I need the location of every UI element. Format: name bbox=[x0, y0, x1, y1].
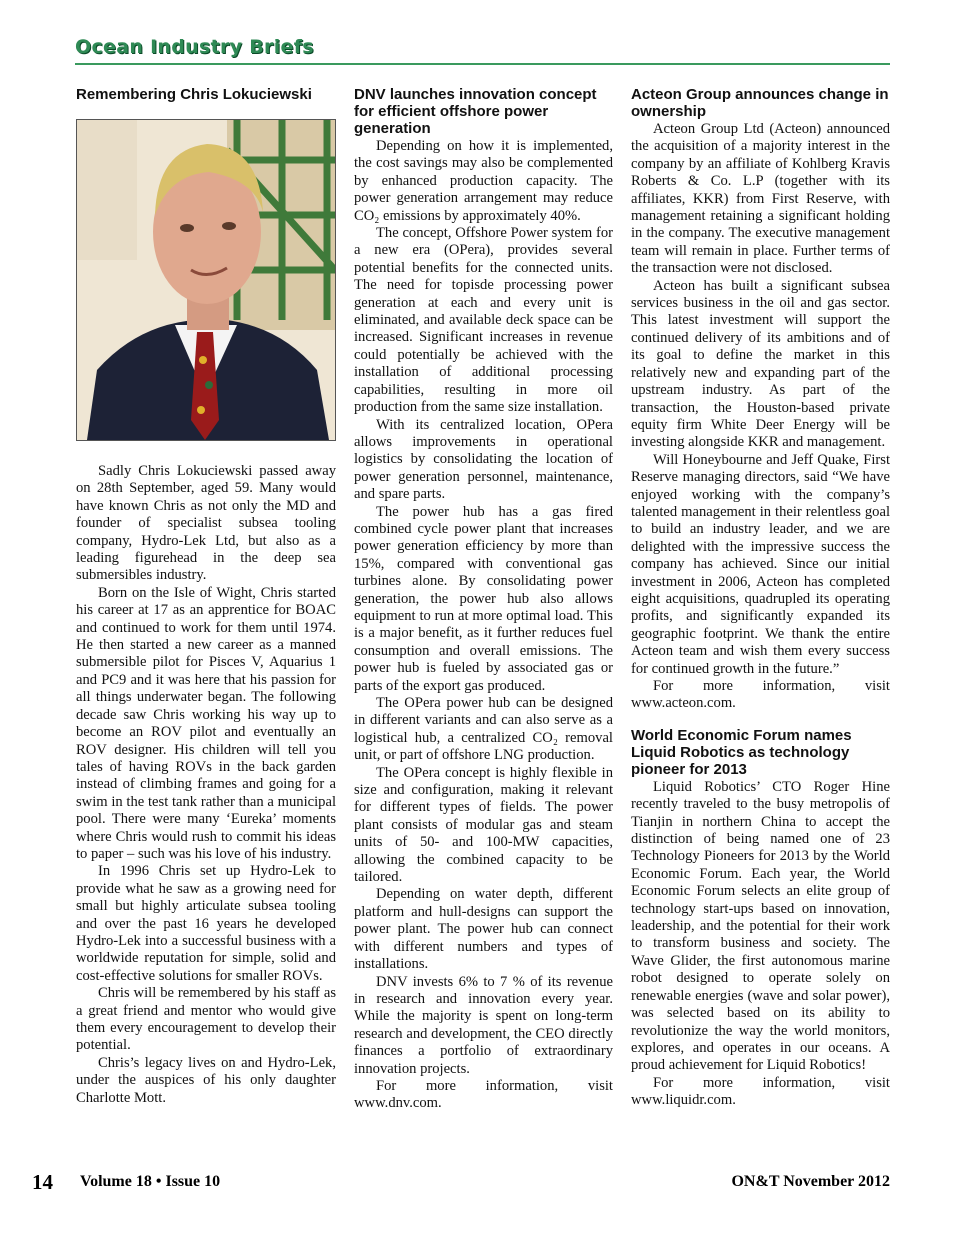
article-paragraph: Acteon has built a significant subsea services business in the oil and gas sector. This latest investment will support the continued delivery of its ambitions and of its goal to define the market in this relatively new and expanding part of the upstream industry. As part of the transaction, the Houston-based private equity firm White Deer Energy will be investing alongside KKR and management. bbox=[631, 277, 890, 451]
column-2 bbox=[354, 86, 613, 1113]
article-paragraph: Depending on how it is implemented, the cost savings may also be complemented by enhanced production capacity. The power generation arrangement may reduce CO₂ emissions by approximately 40%. bbox=[354, 138, 613, 224]
article-paragraph: With its centralized location, OPera allows improvements in operational logistics by consolidating the location of power generation personnel, maintenance, and spare parts. bbox=[354, 416, 613, 503]
article-title-acteon: Acteon Group announces change in ownership bbox=[631, 86, 889, 120]
portrait-image bbox=[77, 120, 335, 440]
article-spacer bbox=[631, 713, 890, 727]
article-paragraph: For more information, visit www.acteon.com. bbox=[631, 678, 890, 712]
page-footer bbox=[32, 1170, 890, 1194]
article-paragraph: Chris’s legacy lives on and Hydro-Lek, under the auspices of his only daughter Charlotte Mott. bbox=[76, 1054, 336, 1106]
article-paragraph: Acteon Group Ltd (Acteon) announced the acquisition of a majority interest in the company by an affiliate of Kohlberg Kravis Roberts & Co. L.P (together with its affiliates, KKR) from First Reserve, with management retaining a significant holding in the company. The executive management team will remain in place. Further terms of the transaction were not disclosed. bbox=[631, 121, 890, 277]
article-paragraph: Chris will be remembered by his staff as a great friend and mentor who would give them every encouragement to develop their potential. bbox=[76, 985, 336, 1054]
portrait-photo bbox=[76, 119, 336, 441]
article-paragraph: Born on the Isle of Wight, Chris started his career at 17 as an apprentice for BOAC and continued to work for them until 1974. He then started a new career as a manned submersible pilot for Pisces V, Aquarius 1 and PC9 and it was here that his passion for all things underwater began. The following decade saw Chris working his way up to become an ROV pilot and eventually an ROV designer. His children will tell you tales of having ROVs in the back garden instead of climbing frames and going for a swim in the test tank rather than a municipal pool. There were many ‘Eureka’ moments where Chris would rush to commit his ideas to paper – such was his love of his industry. bbox=[76, 584, 336, 862]
article-paragraph: The OPera power hub can be designed in different variants and can also serve as a logistical hub, a centralized CO₂ removal unit, or part of offshore LNG production. bbox=[354, 695, 613, 764]
article-paragraph: In 1996 Chris set up Hydro-Lek to provide what he saw as a growing need for small but highly articulate subsea tooling and over the past 16 years he developed Hydro-Lek into a successful business with a worldwide reputation for simple, solid and cost-effective solutions for smaller ROVs. bbox=[76, 863, 336, 984]
article-paragraph: For more information, visit www.dnv.com. bbox=[354, 1077, 613, 1112]
article-paragraph: The power hub has a gas fired combined cycle power plant that increases power generation efficiency by more than 15%, compared with conventional gas turbines alone. By consolidating power generation, the power hub also allows equipment to run at more optimal load. This is a major benefit, as it further reduces fuel consumption and overall emissions. The power hub is fueled by associated gas or parts of the export gas produced. bbox=[354, 503, 613, 694]
article-title-remembering: Remembering Chris Lokuciewski bbox=[76, 86, 312, 103]
page-header bbox=[75, 36, 890, 66]
section-title: Ocean Industry Briefs bbox=[75, 36, 314, 58]
header-rule bbox=[75, 63, 890, 65]
article-paragraph: For more information, visit www.liquidr.com. bbox=[631, 1074, 890, 1109]
article-paragraph: Will Honeybourne and Jeff Quake, First Reserve managing directors, said “We have enjoyed working with the company’s talented management in their relentless goal to build an industry leader, and we are delighted with the impressive success the company has achieved. Since our initial investment in 2006, Acteon has completed eight acquisitions, quadrupled its operating profits, and significantly expanded its geographic footprint. We thank the entire Acteon team and wish them every success for continued growth in the future.” bbox=[631, 451, 890, 677]
article-paragraph: DNV invests 6% to 7 % of its revenue in research and innovation every year. While the majority is spent on long-term research and development, the CEO directly finances a portfolio of extraordinary innovation projects. bbox=[354, 973, 613, 1077]
article-paragraph: The OPera concept is highly flexible in size and configuration, making it relevant for different types of fields. The power plant consists of modular gas and steam units of 50- and 100-MW capacities, allowing the combined capacity to be tailored. bbox=[354, 764, 613, 886]
article-paragraph: Depending on water depth, different platform and hull-designs can support the power plant. The power hub can connect with different numbers and types of installations. bbox=[354, 886, 613, 973]
article-paragraph: Liquid Robotics’ CTO Roger Hine recently traveled to the busy metropolis of Tianjin in northern China to accept the distinction of being named one of 23 Technology Pioneers for 2013 by the World Economic Forum. Each year, the World Economic Forum selects an elite group of technology start-ups based on innovation, leadership, and the potential for their work to transform business and society. The Wave Glider, the first autonomous marine robot designed to operate solely on renewable energies (wave and solar power), was selected based on its ability to revolutionize the way the world monitors, explores, and operates in our oceans. A proud achievement for Liquid Robotics! bbox=[631, 778, 890, 1074]
page-number: 14 bbox=[32, 1170, 53, 1194]
issue-label: Volume 18 • Issue 10 bbox=[80, 1173, 221, 1190]
article-title-wef: World Economic Forum names Liquid Robotics as technology pioneer for 2013 bbox=[631, 726, 852, 778]
article-paragraph: The concept, Offshore Power system for a new era (OPera), provides several potential benefits for the connected units. The need for topisde processing power generation at each and every unit is eliminated, and available deck space can be increased. Significant increases in revenue could potentially be achieved with the installation of additional processing capabilities, resulting in more oil production from the same size installation. bbox=[354, 225, 613, 416]
article-title-dnv: DNV launches innovation concept for efficient offshore power generation bbox=[354, 86, 597, 137]
publication-date: ON&T November 2012 bbox=[731, 1173, 890, 1190]
column-3 bbox=[631, 86, 890, 1110]
column-1 bbox=[76, 86, 336, 1107]
article-paragraph: Sadly Chris Lokuciewski passed away on 28th September, aged 59. Many would have known Chris as not only the MD and founder of specialist subsea tooling company, Hydro-Lek Ltd, but also as a leading figurehead in the deep sea submersibles industry. bbox=[76, 463, 336, 584]
